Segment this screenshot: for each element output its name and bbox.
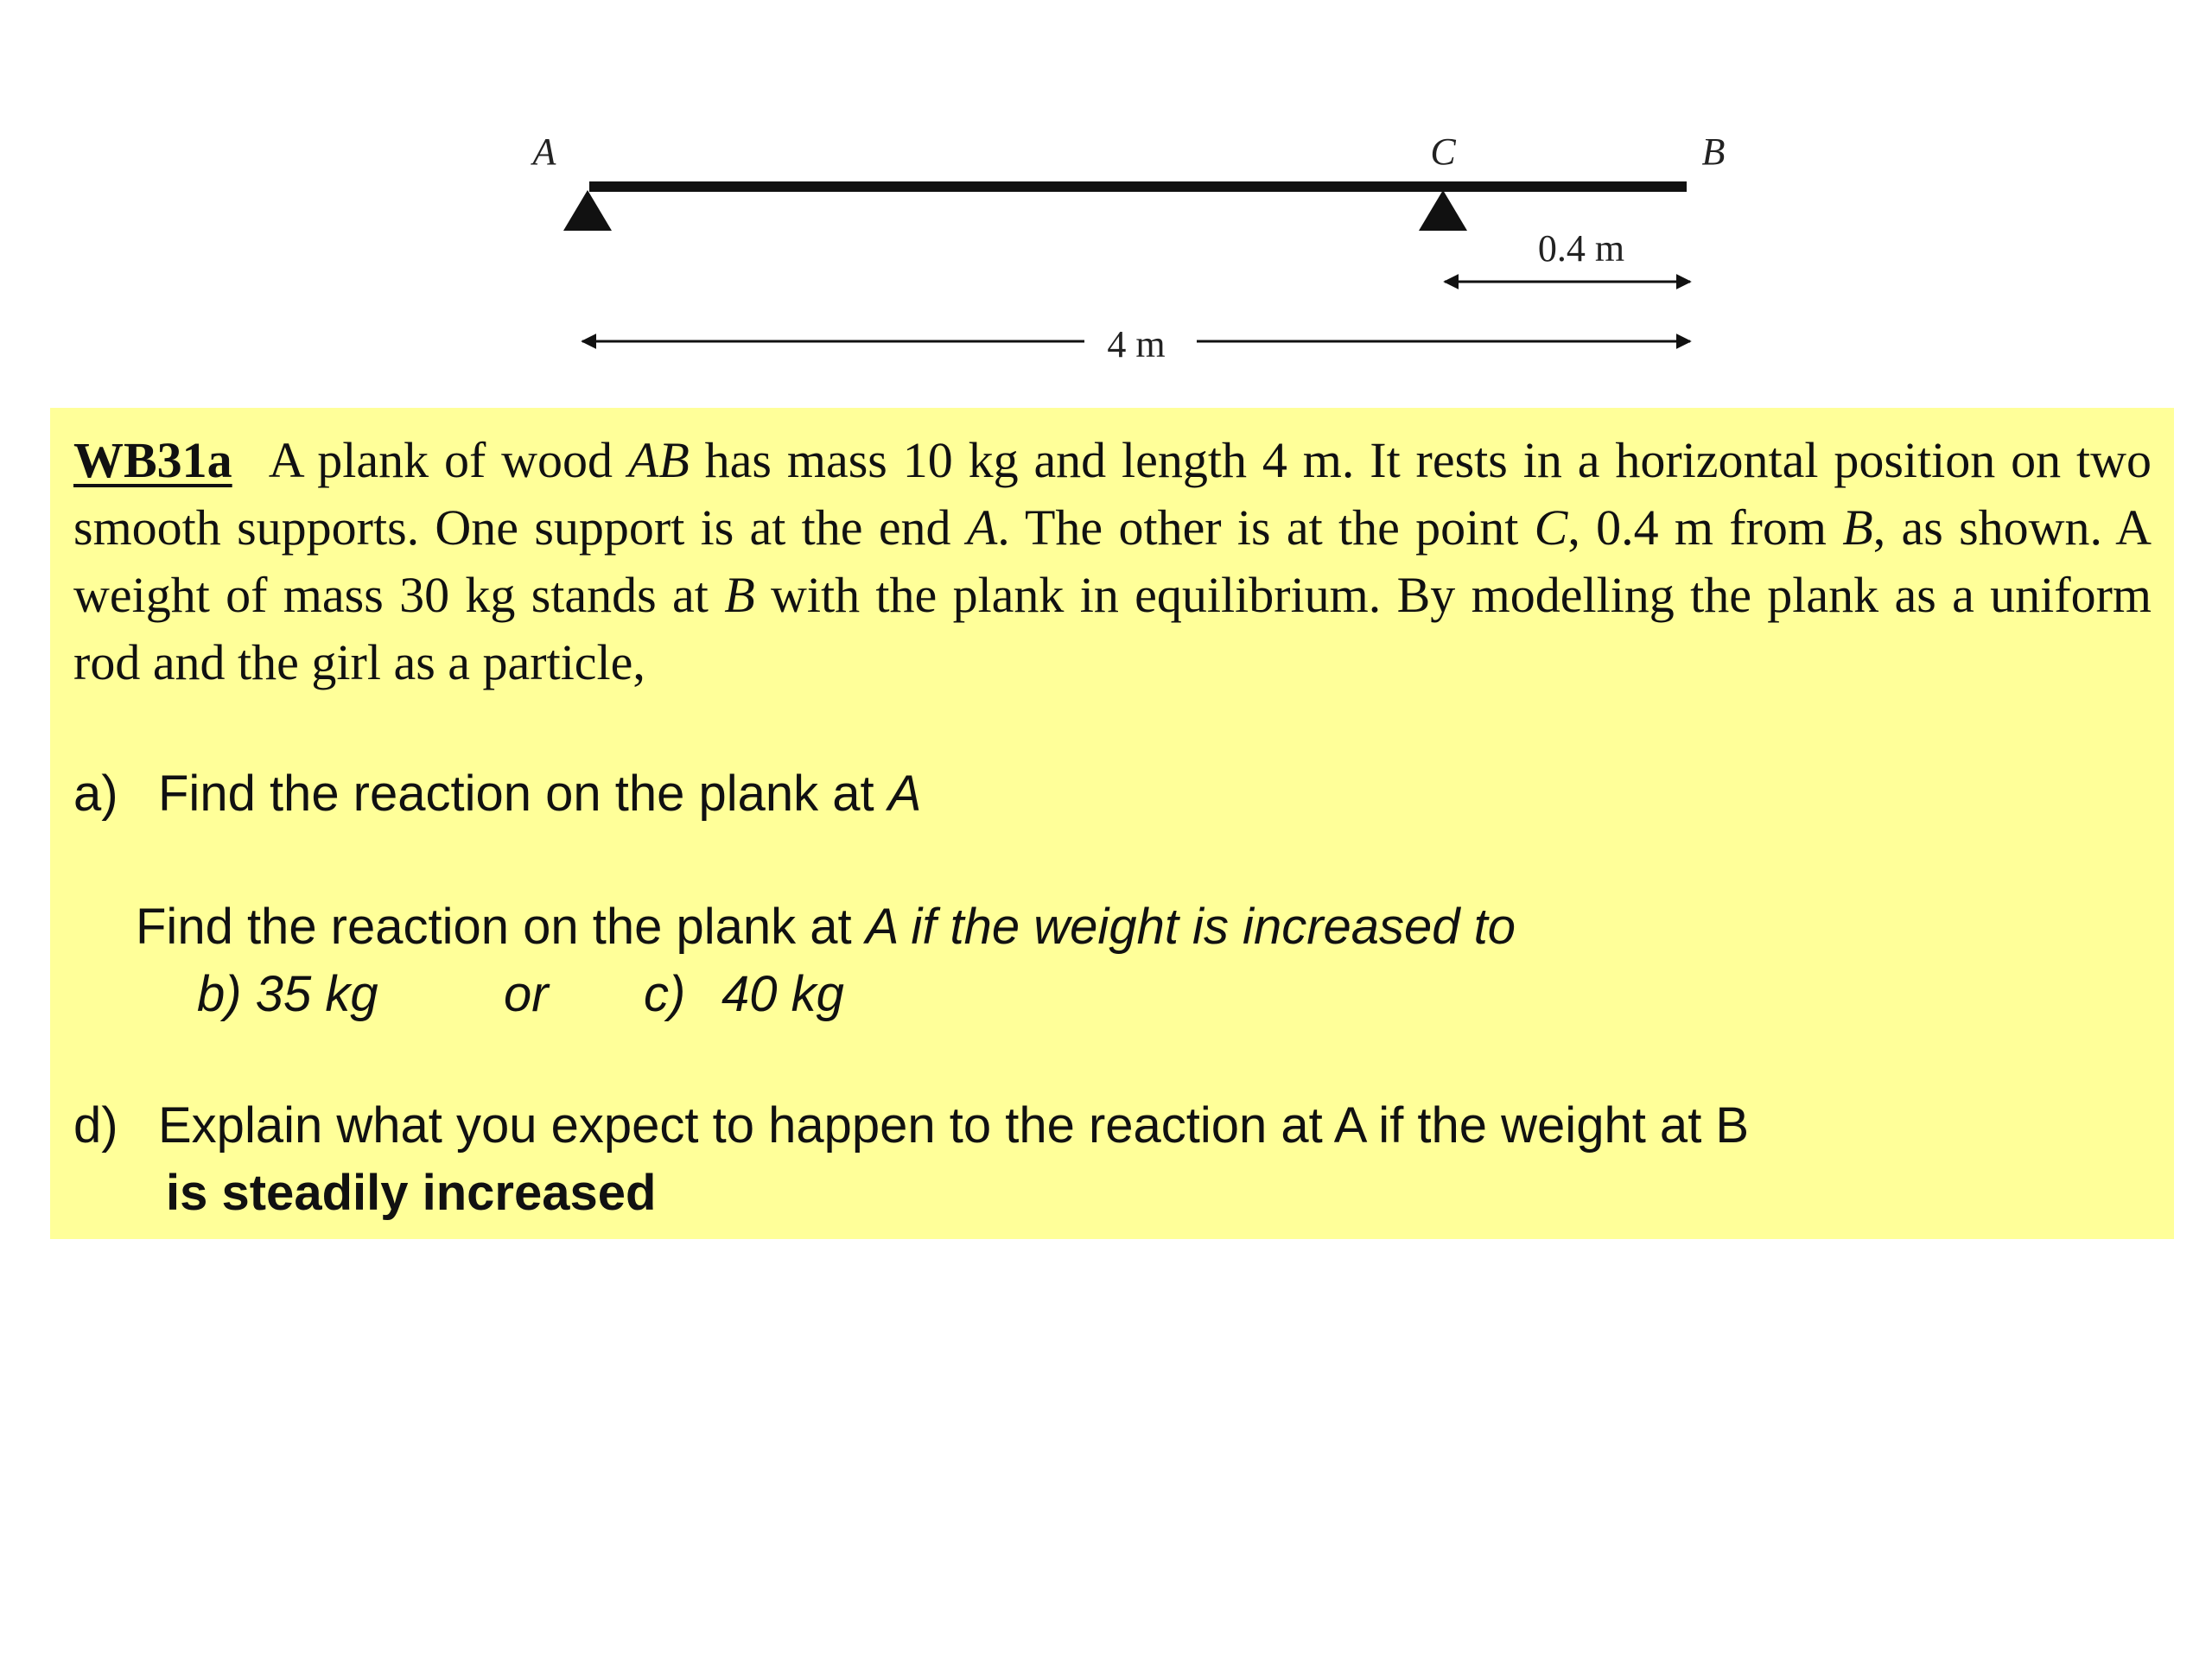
- question-box: [50, 408, 2174, 1239]
- intro-text-5: , as shown. A weight of mass 30 kg stands at: [73, 499, 2152, 623]
- intro-text-2: has mass 10 kg and length 4 m. It rests in a horizontal position on two smooth supports. One support is at the end: [73, 432, 2152, 556]
- option-c-marker: c): [644, 966, 686, 1022]
- question-code: WB31a: [73, 432, 232, 488]
- support-c: [1419, 190, 1467, 231]
- part-a: [73, 760, 2152, 828]
- part-a-var: A: [887, 766, 922, 822]
- intro-var-a: A: [966, 499, 998, 556]
- intro-var-b: B: [1842, 499, 1873, 556]
- intro-text-4: , 0.4 m from: [1567, 499, 1843, 556]
- part-d-text: Explain what you expect to happen to the reaction at A if the weight at B: [158, 1097, 1750, 1154]
- label-point-a: A: [532, 130, 556, 173]
- part-d-continuation: is steadily increased: [166, 1165, 657, 1221]
- intro-var-b2: B: [724, 567, 755, 623]
- part-bc-intro: [73, 893, 2152, 961]
- dimension-ab-label: 4 m: [1107, 323, 1166, 365]
- label-point-b: B: [1701, 130, 1726, 173]
- intro-var-ab: AB: [627, 432, 690, 488]
- part-a-marker: a): [73, 766, 118, 822]
- part-bc-options: [73, 961, 2152, 1028]
- plank-diagram: [0, 0, 2212, 397]
- intro-text-6: with the plank in equilibrium. By modelling the plank as a uniform rod and the girl as a particle,: [73, 567, 2152, 690]
- option-or: or: [504, 966, 549, 1022]
- dimension-cb-label: 0.4 m: [1537, 227, 1625, 270]
- part-d: [73, 1092, 2152, 1160]
- part-bc-text: Find the reaction on the plank at: [136, 899, 866, 955]
- intro-var-c: C: [1534, 499, 1568, 556]
- part-bc-italic-text: A if the weight is increased to: [865, 899, 1516, 955]
- support-a: [563, 190, 612, 231]
- part-d-marker: d): [73, 1097, 118, 1154]
- option-c-value: 40 kg: [721, 966, 844, 1022]
- intro-text-1: A plank of wood: [268, 432, 628, 488]
- question-intro: [73, 427, 2152, 696]
- intro-text-3: . The other is at the point: [997, 499, 1535, 556]
- part-a-text: Find the reaction on the plank at: [158, 766, 888, 822]
- label-point-c: C: [1430, 130, 1456, 173]
- option-b: b) 35 kg: [197, 966, 378, 1022]
